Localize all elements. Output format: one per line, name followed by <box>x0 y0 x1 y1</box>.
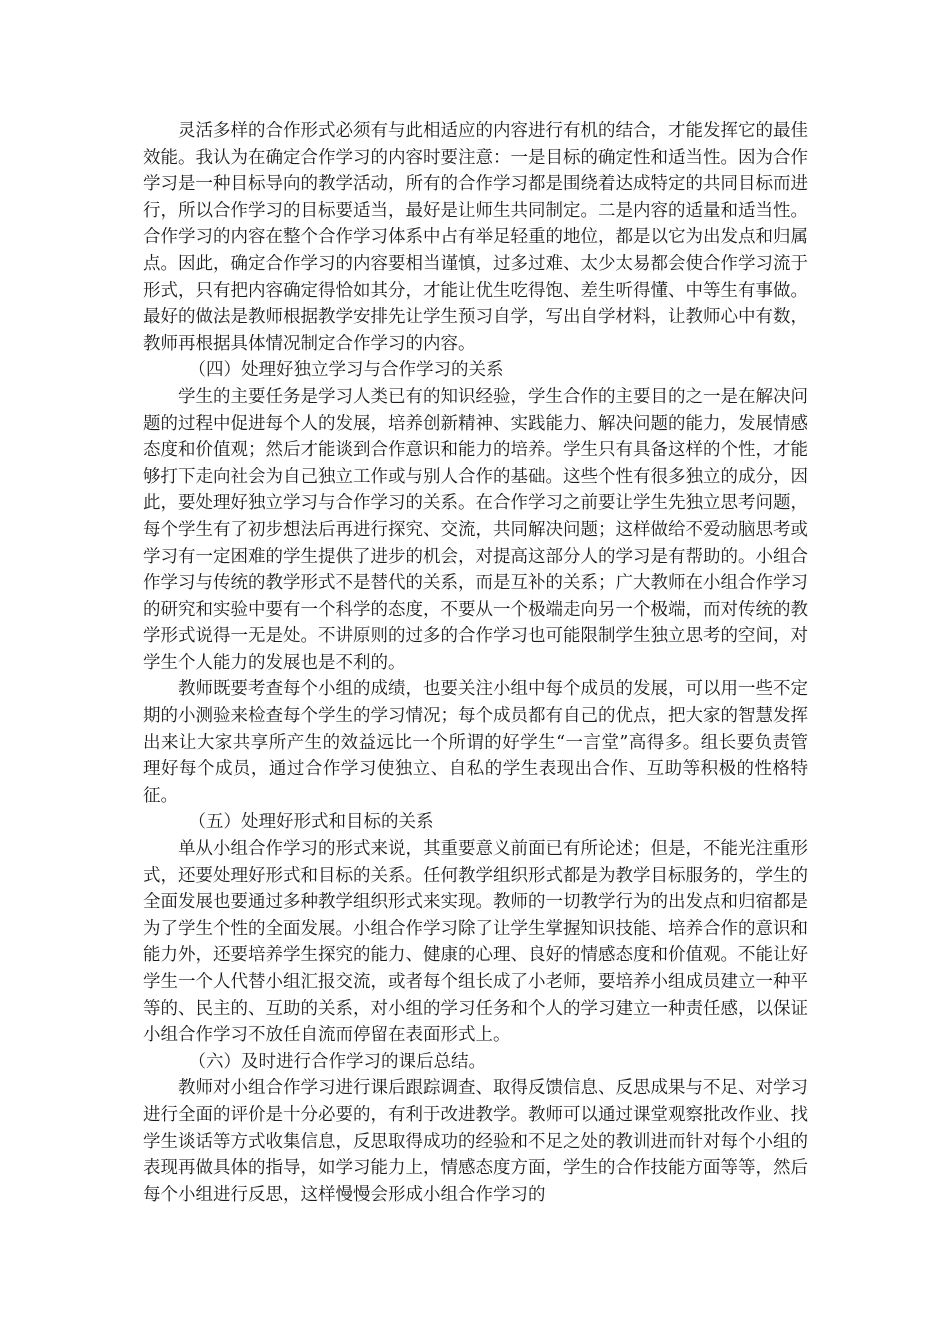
paragraph-1: 灵活多样的合作形式必须有与此相适应的内容进行有机的结合，才能发挥它的最佳效能。我认为在确定合作学习的内容时要注意：一是目标的确定性和适当性。因为合作学习是一种目标导向的教学活动，所有的合作学习都是围绕着达成特定的共同目标而进行，所以合作学习的目标要适当，最好是让师生共同制定。二是内容的适量和适当性。合作学习的内容在整个合作学习体系中占有举足轻重的地位，都是以它为出发点和归属点。因此，确定合作学习的内容要相当谨慎，过多过难、太少太易都会使合作学习流于形式，只有把内容确定得恰如其分，才能让优生吃得饱、差生听得懂、中等生有事做。最好的做法是教师根据教学安排先让学生预习自学，写出自学材料，让教师心中有数，教师再根据具体情况制定合作学习的内容。 <box>143 121 808 354</box>
paragraph-4: 单从小组合作学习的形式来说，其重要意义前面已有所论述；但是，不能光注重形式，还要处理好形式和目标的关系。任何教学组织形式都是为教学目标服务的，学生的全面发展也要通过多种教学组织形式来实现。教师的一切教学行为的出发点和归宿都是为了学生个性的全面发展。小组合作学习除了让学生掌握知识技能、培养合作的意识和能力外，还要培养学生探究的能力、健康的心理、良好的情感态度和价值观。不能让好学生一个人代替小组汇报交流，或者每个组长成了小老师，要培养小组成员建立一种平等的、民主的、互助的关系，对小组的学习任务和个人的学习建立一种责任感，以保证小组合作学习不放任自流而停留在表面形式上。 <box>143 839 808 1046</box>
document-page <box>143 118 808 1208</box>
section-heading-4: （四）处理好独立学习与合作学习的关系 <box>188 360 504 381</box>
section-heading-5: （五）处理好形式和目标的关系 <box>188 812 434 833</box>
paragraph-2: 学生的主要任务是学习人类已有的知识经验，学生合作的主要目的之一是在解决问题的过程中促进每个人的发展，培养创新精神、实践能力、解决问题的能力，发展情感态度和价值观；然后才能谈到合作意识和能力的培养。学生只有具备这样的个性，才能够打下走向社会为自己独立工作或与别人合作的基础。这些个性有很多独立的成分，因此，要处理好独立学习与合作学习的关系。在合作学习之前要让学生先独立思考问题，每个学生有了初步想法后再进行探究、交流，共同解决问题；这样做给不爱动脑思考或学习有一定困难的学生提供了进步的机会，对提高这部分人的学习是有帮助的。小组合作学习与传统的教学形式不是替代的关系，而是互补的关系；广大教师在小组合作学习的研究和实验中要有一个科学的态度，不要从一个极端走向另一个极端，而对传统的教学形式说得一无是处。不讲原则的过多的合作学习也可能限制学生独立思考的空间，对学生个人能力的发展也是不利的。 <box>143 386 808 673</box>
section-heading-6: （六）及时进行合作学习的课后总结。 <box>188 1051 486 1072</box>
paragraph-5: 教师对小组合作学习进行课后跟踪调查、取得反馈信息、反思成果与不足、对学习进行全面的评价是十分必要的，有利于改进教学。教师可以通过课堂观察批改作业、找学生谈话等方式收集信息，反思取得成功的经验和不足之处的教训进而针对每个小组的表现再做具体的指导，如学习能力上，情感态度方面，学生的合作技能方面等等，然后每个小组进行反思，这样慢慢会形成小组合作学习的 <box>143 1078 808 1205</box>
paragraph-3: 教师既要考查每个小组的成绩，也要关注小组中每个成员的发展，可以用一些不定期的小测验来检查每个学生的学习情况；每个成员都有自己的优点，把大家的智慧发挥出来让大家共享所产生的效益远比一个所谓的好学生“一言堂”高得多。组长要负责管理好每个成员，通过合作学习使独立、自私的学生表现出合作、互助等积极的性格特征。 <box>143 679 808 806</box>
